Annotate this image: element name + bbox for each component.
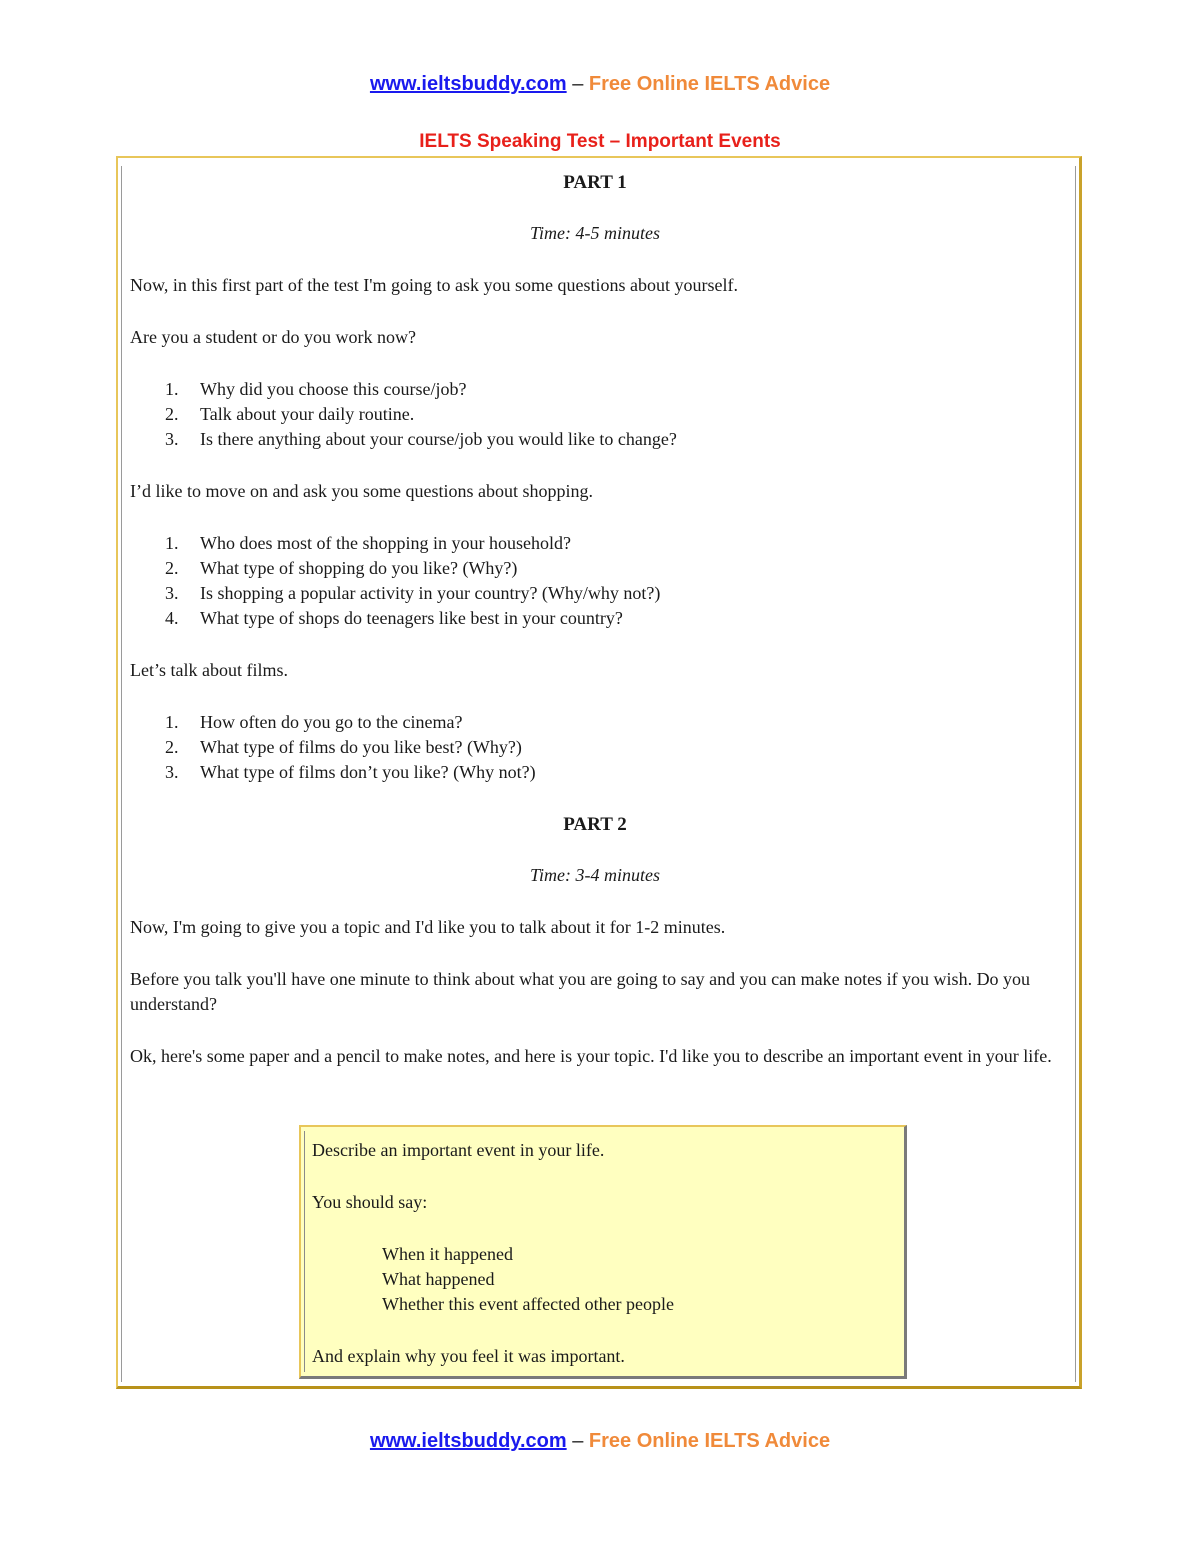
shopping-intro: I’d like to move on and ask you some questions about shopping.	[130, 481, 593, 501]
list-number: 2.	[165, 404, 179, 424]
list-text: What type of shopping do you like? (Why?)	[200, 558, 518, 578]
list-text: Who does most of the shopping in your household?	[200, 533, 571, 553]
list-item	[130, 735, 1060, 760]
card-inner-rule	[304, 1131, 305, 1372]
list-number: 1.	[165, 533, 179, 553]
list-text: What type of films do you like best? (Why?)	[200, 737, 522, 757]
list-text: What type of shops do teenagers like best in your country?	[200, 608, 623, 628]
list-item	[130, 710, 1060, 735]
work-question-list	[130, 377, 1060, 452]
topic-card	[299, 1125, 907, 1379]
part2-ok: Ok, here's some paper and a pencil to make notes, and here is your topic. I'd like you to describe an important event in your life.	[130, 1046, 1052, 1066]
page-footer	[0, 1430, 1200, 1453]
footer-dash: –	[572, 1430, 584, 1452]
card-task: Describe an important event in your life.	[312, 1140, 605, 1160]
box-inner-rule-right	[1075, 166, 1076, 1382]
list-number: 1.	[165, 379, 179, 399]
box-inner-rule-left	[121, 166, 122, 1382]
card-content	[312, 1138, 674, 1369]
list-number: 4.	[165, 608, 179, 628]
list-number: 3.	[165, 429, 179, 449]
list-text: What type of films don’t you like? (Why not?)	[200, 762, 536, 782]
header-site-link[interactable]: www.ieltsbuddy.com	[369, 73, 567, 95]
list-number: 2.	[165, 558, 179, 578]
list-text: Talk about your daily routine.	[200, 404, 415, 424]
list-item	[130, 427, 1060, 452]
card-points	[312, 1242, 674, 1317]
part2-intro: Now, I'm going to give you a topic and I'd like you to talk about it for 1-2 minutes.	[130, 917, 726, 937]
list-text: Why did you choose this course/job?	[200, 379, 467, 399]
part1-intro: Now, in this first part of the test I'm going to ask you some questions about yourself.	[130, 275, 739, 295]
part2-heading: PART 2	[563, 814, 627, 835]
part1-heading: PART 1	[563, 172, 627, 193]
list-item	[130, 402, 1060, 427]
part1-time: Time: 4-5 minutes	[530, 223, 660, 243]
card-point: Whether this event affected other people	[382, 1294, 675, 1314]
list-item	[130, 531, 1060, 556]
card-explain: And explain why you feel it was important.	[312, 1346, 625, 1366]
speaking-test-box	[116, 156, 1082, 1389]
films-question-list	[130, 710, 1060, 785]
list-text: Is shopping a popular activity in your country? (Why/why not?)	[200, 583, 661, 603]
list-text: Is there anything about your course/job you would like to change?	[200, 429, 677, 449]
page-header	[0, 73, 1200, 96]
footer-tagline: Free Online IELTS Advice	[588, 1430, 831, 1452]
part1-student-question: Are you a student or do you work now?	[130, 327, 416, 347]
list-number: 1.	[165, 712, 179, 732]
test-content	[130, 170, 1060, 1069]
list-item	[130, 606, 1060, 631]
list-number: 3.	[165, 583, 179, 603]
card-point: When it happened	[382, 1244, 513, 1264]
part2-before: Before you talk you'll have one minute to think about what you are going to say and you can make notes if you wish. Do you understand?	[130, 969, 1031, 1014]
card-should-say: You should say:	[312, 1192, 428, 1212]
part2-time: Time: 3-4 minutes	[530, 865, 660, 885]
shopping-question-list	[130, 531, 1060, 631]
card-point: What happened	[382, 1269, 495, 1289]
list-item	[130, 556, 1060, 581]
list-item	[130, 581, 1060, 606]
list-number: 2.	[165, 737, 179, 757]
films-intro: Let’s talk about films.	[130, 660, 288, 680]
list-item	[130, 377, 1060, 402]
list-number: 3.	[165, 762, 179, 782]
list-text: How often do you go to the cinema?	[200, 712, 463, 732]
header-tagline: Free Online IELTS Advice	[588, 73, 831, 95]
list-item	[130, 760, 1060, 785]
header-dash: –	[572, 73, 584, 95]
document-title: IELTS Speaking Test – Important Events	[419, 131, 781, 152]
footer-site-link[interactable]: www.ieltsbuddy.com	[369, 1430, 567, 1452]
